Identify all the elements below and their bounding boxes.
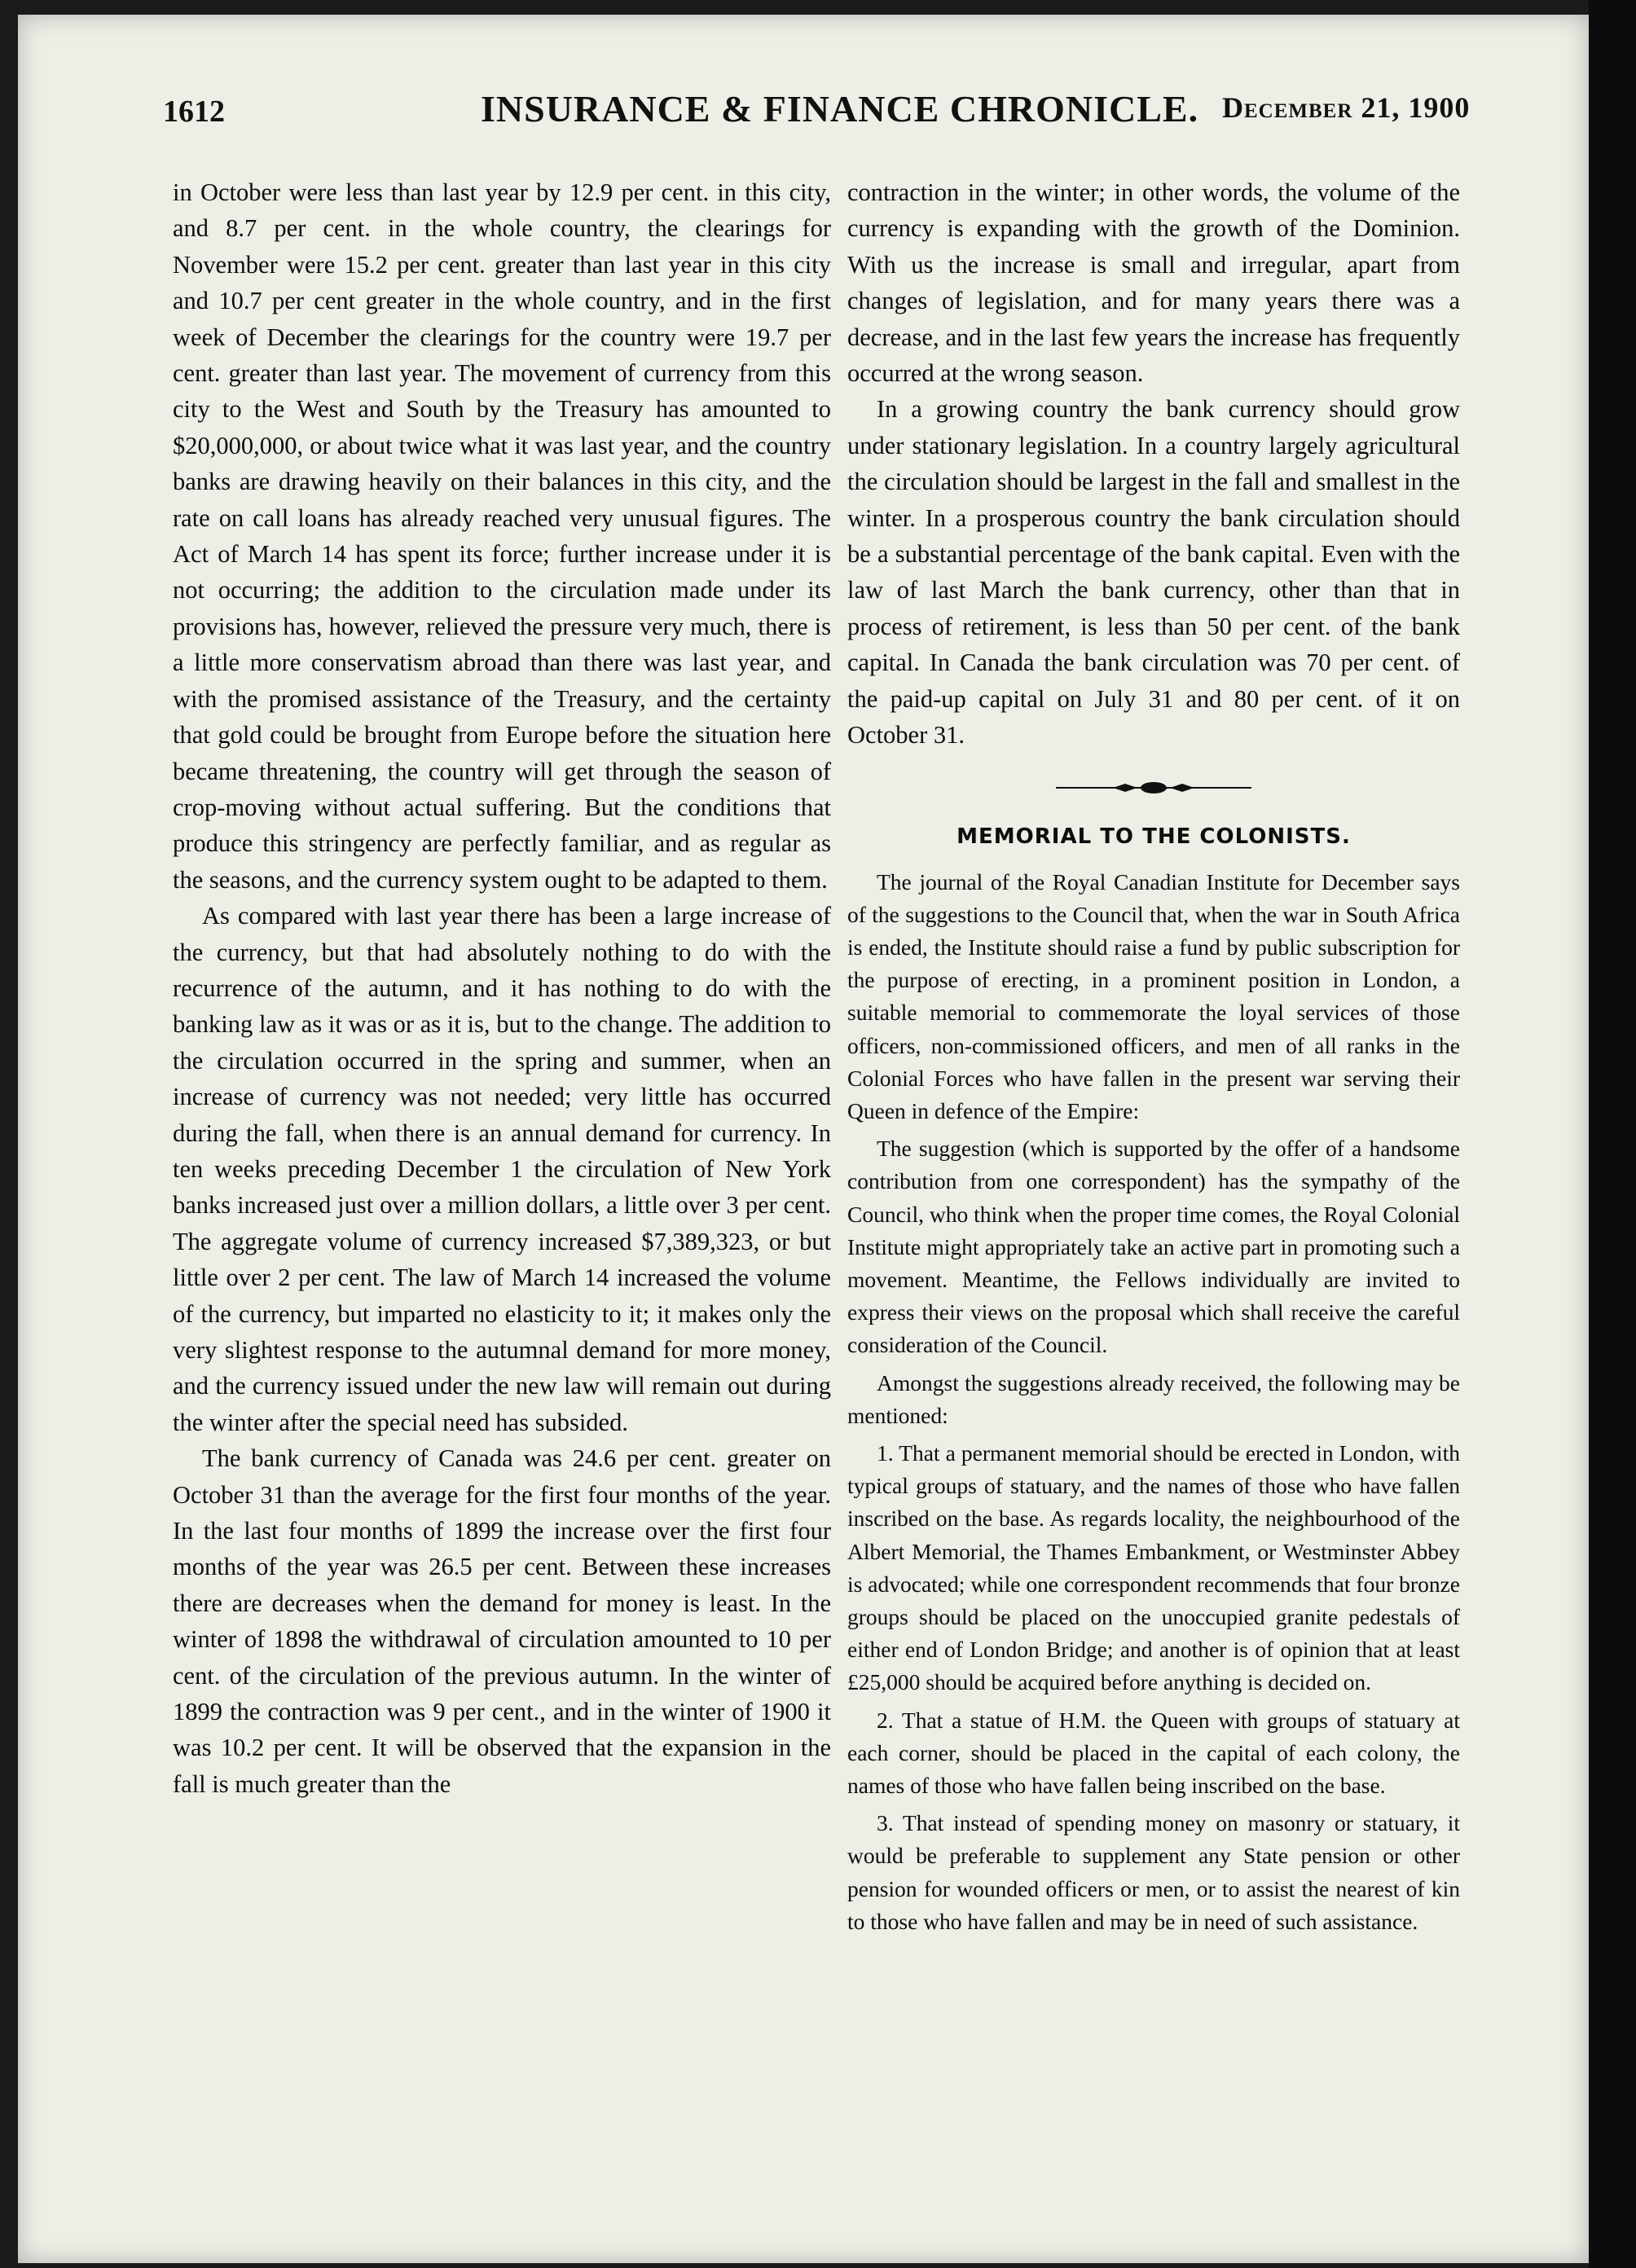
ornament-divider-icon bbox=[1056, 781, 1251, 794]
article-paragraph: 3. That instead of spending money on masonry or statuary, it would be preferable to supplement any State pension or other pension for wounded officers or men, or to assist the nearest of kin to those who have fallen and may be in need of such assistance. bbox=[847, 1810, 1460, 1934]
article-paragraph: In a growing country the bank currency should grow under stationary legislation. In a country largely agricultural the circulation should be largest in the fall and smallest in the winter. In a prosperous country the bank circulation should be a substantial percentage of the bank capital. Even with the law of last March the bank currency, other than that in process of retirement, is less than 50 per cent. of the bank capital. In Canada the bank circulation was 70 per cent. of the paid-up capital on July 31 and 80 per cent. of it on October 31. bbox=[847, 395, 1460, 749]
issue-date: December 21, 1900 bbox=[1222, 91, 1471, 124]
scan-margin bbox=[1589, 0, 1636, 2268]
publication-title: INSURANCE & FINANCE CHRONICLE. bbox=[481, 88, 1199, 130]
right-column bbox=[847, 174, 1460, 1943]
article-paragraph: 1. That a permanent memorial should be erected in London, with typical groups of statuary, and the names of those who have fallen inscribed on the base. As regards locality, the neighbourhood of the Albert Memorial, the Thames Embankment, or Westminster Abbey is advocated; while one correspondent recommends that four bronze groups should be placed on the unoccupied granite pedestals of either end of London Bridge; and another is of opinion that at least £25,000 should be acquired before anything is decided on. bbox=[847, 1439, 1460, 1695]
article-paragraph: contraction in the winter; in other words, the volume of the currency is expanding with the growth of the Dominion. With us the increase is small and irregular, apart from changes of legislation, and for many years there was a decrease, and in the last few years the increase has frequently occurred at the wrong season. bbox=[847, 178, 1460, 388]
section-divider bbox=[847, 754, 1460, 819]
left-column bbox=[173, 174, 831, 1802]
article-paragraph: in October were less than last year by 12.9 per cent. in this city, and 8.7 per cent. in the whole country, the clearings for November were 15.2 per cent. greater than last year in this city and 10.7 per cent greater in the whole country, and in the first week of December the clearings for the country were 19.7 per cent. greater than last year. The movement of currency from this city to the West and South by the Treasury has amounted to $20,000,000, or about twice what it was last year, and the country banks are drawing heavily on their balances in this city, and the rate on call loans has already reached very unusual figures. The Act of March 14 has spent its force; further increase under it is not occurring; the addition to the circulation made under its provisions has, however, relieved the pressure very much, there is a little more conservatism abroad than there was last year, and with the promised assistance of the Treasury, and the certainty that gold could be brought from Europe before the situation here became threatening, the country will get through the season of crop-moving without actual suffering. But the conditions that produce this stringency are perfectly familiar, and as regular as the seasons, and the currency system ought to be adapted to them. bbox=[173, 178, 831, 894]
article-paragraph: Amongst the suggestions already received, the following may be mentioned: bbox=[847, 1369, 1460, 1428]
section-heading: MEMORIAL TO THE COLONISTS. bbox=[957, 824, 1351, 849]
article-paragraph: 2. That a statue of H.M. the Queen with groups of statuary at each corner, should be placed in the capital of each colony, the names of those who have fallen being inscribed on the base. bbox=[847, 1707, 1460, 1798]
page-number: 1612 bbox=[163, 94, 225, 129]
article-paragraph: The bank currency of Canada was 24.6 per cent. greater on October 31 than the average for the first four months of the year. In the last four months of 1899 the increase over the first four months of the year was 26.5 per cent. Between these increases there are decreases when the demand for money is least. In the winter of 1898 the withdrawal of circulation amounted to 10 per cent. of the circulation of the previous autumn. In the winter of 1899 the contraction was 9 per cent., and in the winter of 1900 it was 10.2 per cent. It will be observed that the expansion in the fall is much greater than the bbox=[173, 1444, 831, 1798]
article-paragraph: As compared with last year there has been a large increase of the currency, but that had absolutely nothing to do with the recurrence of the autumn, and it has nothing to do with the banking law as it was or as it is, but to the change. The addition to the circulation occurred in the spring and summer, when an increase of currency was not needed; very little has occurred during the fall, when there is an annual demand for currency. In ten weeks preceding December 1 the circulation of New York banks increased just over a million dollars, a little over 3 per cent. The aggregate volume of currency increased $7,389,323, or but little over 2 per cent. The law of March 14 increased the volume of the currency, but imparted no elasticity to it; it makes only the very slightest response to the autumnal demand for more money, and the currency issued under the new law will remain out during the winter after the special need has subsided. bbox=[173, 902, 831, 1436]
article-paragraph: The suggestion (which is supported by the offer of a handsome contribution from one correspondent) has the sympathy of the Council, who think when the proper time comes, the Royal Colonial Institute might appropriately take an active part in promoting such a movement. Meantime, the Fellows individually are invited to express their views on the proposal which shall receive the careful consideration of the Council. bbox=[847, 1136, 1460, 1358]
page-header bbox=[139, 77, 1524, 134]
memorial-article bbox=[847, 866, 1460, 1939]
article-paragraph: The journal of the Royal Canadian Institute for December says of the suggestions to the Council that, when the war in South Africa is ended, the Institute should raise a fund by public subscription for the purpose of erecting, in a prominent position in London, a suitable memorial to commemorate the loyal services of those officers, non-commissioned officers, and men of all ranks in the Colonial Forces who have fallen in the present war serving their Queen in defence of the Empire: bbox=[847, 868, 1460, 1123]
